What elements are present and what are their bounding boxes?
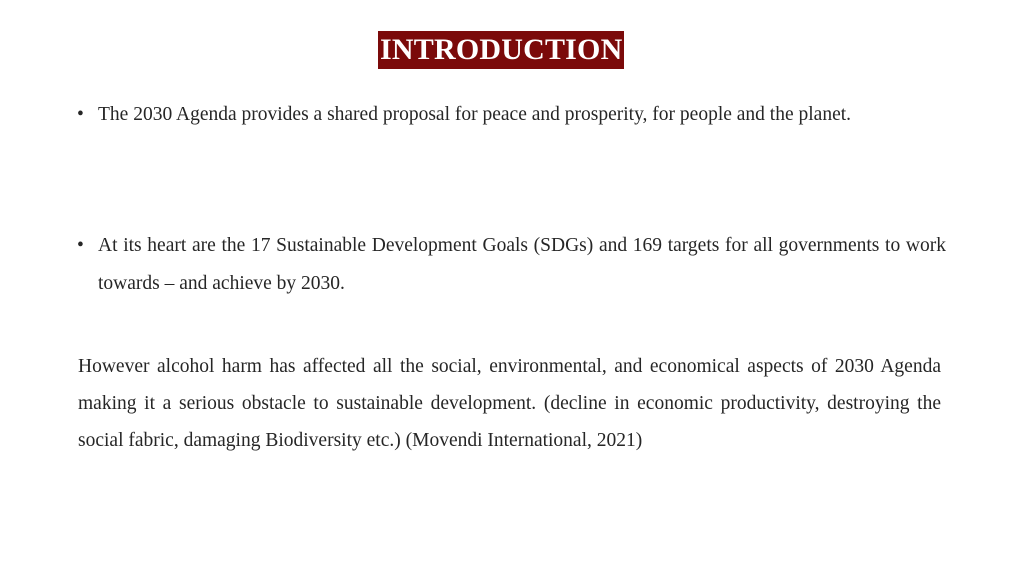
slide-title: INTRODUCTION	[378, 31, 624, 69]
bullet-marker: •	[77, 235, 84, 256]
bullet-item-agenda	[77, 96, 946, 134]
body-paragraph: However alcohol harm has affected all the social, environmental, and economical aspects of 2030 Agenda making it a serious obstacle to sustainable development. (decline in economic productivity, destroying the social fabric, damaging Biodiversity etc.) (Movendi International, 2021)	[78, 356, 941, 451]
bullet-marker: •	[77, 104, 84, 125]
bullet-item-sdgs	[77, 227, 946, 303]
bullet-text: The 2030 Agenda provides a shared proposal for peace and prosperity, for people and the planet.	[98, 104, 852, 125]
bullet-text: At its heart are the 17 Sustainable Development Goals (SDGs) and 169 targets for all governments to work towards – and achieve by 2030.	[98, 235, 946, 294]
